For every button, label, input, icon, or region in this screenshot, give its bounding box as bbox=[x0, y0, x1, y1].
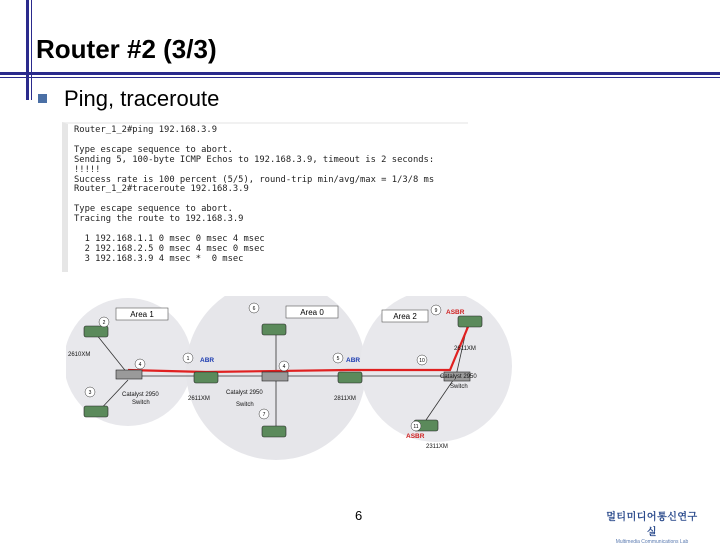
console-line: 1 192.168.1.1 0 msec 0 msec 4 msec bbox=[74, 233, 265, 244]
node-number: 4 bbox=[138, 362, 142, 368]
node-number: 6 bbox=[252, 306, 256, 312]
console-output bbox=[62, 122, 468, 272]
node-number: 2 bbox=[102, 320, 106, 326]
console-line: Success rate is 100 percent (5/5), round-trip min/avg/max = 1/3/8 ms bbox=[74, 174, 435, 185]
router-icon bbox=[84, 326, 108, 337]
switch-icon bbox=[116, 370, 142, 379]
node-number: 5 bbox=[336, 356, 340, 362]
device-label: 2311XM bbox=[426, 444, 448, 450]
lab-logo-english: Multimedia Communications Lab bbox=[615, 539, 689, 545]
device-label: Catalyst 2950 bbox=[226, 390, 263, 396]
device-label: 2610XM bbox=[68, 352, 91, 358]
title-accent-bar bbox=[26, 0, 29, 100]
device-label: 2811XM bbox=[334, 396, 356, 402]
lab-logo-korean: 멀티미디어통신연구실 bbox=[606, 512, 698, 538]
console-line: Router_1_2#ping 192.168.3.9 bbox=[74, 125, 217, 135]
area-0-label: Area 0 bbox=[300, 308, 324, 317]
router-icon bbox=[262, 426, 286, 437]
console-line: !!!!! bbox=[74, 164, 101, 175]
console-line: Router_1_2#traceroute 192.168.3.9 bbox=[74, 184, 249, 195]
device-label: 2611XM bbox=[188, 396, 210, 402]
abr-label: ABR bbox=[200, 357, 215, 364]
router-icon bbox=[84, 406, 108, 417]
node-number: 7 bbox=[262, 412, 266, 418]
console-line: Tracing the route to 192.168.3.9 bbox=[74, 214, 244, 225]
title-accent-bar-thin bbox=[31, 0, 32, 100]
asbr-label: ASBR bbox=[406, 433, 425, 440]
router-icon bbox=[458, 316, 482, 327]
console-line: Type escape sequence to abort. bbox=[74, 144, 233, 155]
node-number: 11 bbox=[413, 424, 419, 430]
device-label: Switch bbox=[132, 400, 150, 406]
device-label: Catalyst 2950 bbox=[122, 392, 159, 398]
area-1-label: Area 1 bbox=[130, 310, 154, 319]
device-label: Catalyst 2950 bbox=[440, 374, 477, 380]
lab-logo bbox=[604, 508, 700, 545]
area-2-label: Area 2 bbox=[393, 312, 417, 321]
console-line: Sending 5, 100-byte ICMP Echos to 192.168.3.9, timeout is 2 seconds: bbox=[74, 154, 435, 165]
node-number: 9 bbox=[434, 308, 438, 314]
console-text bbox=[74, 126, 468, 265]
device-label: 2611XM bbox=[454, 346, 476, 352]
bullet-square-icon bbox=[38, 94, 47, 103]
asbr-label: ASBR bbox=[446, 309, 465, 316]
node-number: 1 bbox=[186, 356, 190, 362]
router-icon bbox=[194, 372, 218, 383]
router-icon bbox=[262, 324, 286, 335]
device-label: Switch bbox=[236, 402, 254, 408]
device-label: Switch bbox=[450, 384, 468, 390]
router-icon bbox=[338, 372, 362, 383]
console-line: Type escape sequence to abort. bbox=[74, 204, 233, 215]
page-number: 6 bbox=[355, 508, 363, 523]
console-line: 3 192.168.3.9 4 msec * 0 msec bbox=[74, 253, 244, 264]
title-underline bbox=[0, 72, 720, 75]
switch-icon bbox=[262, 372, 288, 381]
console-line: 2 192.168.2.5 0 msec 4 msec 0 msec bbox=[74, 243, 265, 254]
title-underline-thin bbox=[0, 77, 720, 78]
abr-label: ABR bbox=[346, 357, 361, 364]
network-diagram bbox=[66, 296, 514, 462]
node-number: 4 bbox=[282, 364, 286, 370]
node-number: 3 bbox=[88, 390, 92, 396]
slide-title: Router #2 (3/3) bbox=[36, 34, 217, 64]
bullet-text: Ping, traceroute bbox=[64, 86, 220, 111]
node-number: 10 bbox=[419, 358, 425, 364]
